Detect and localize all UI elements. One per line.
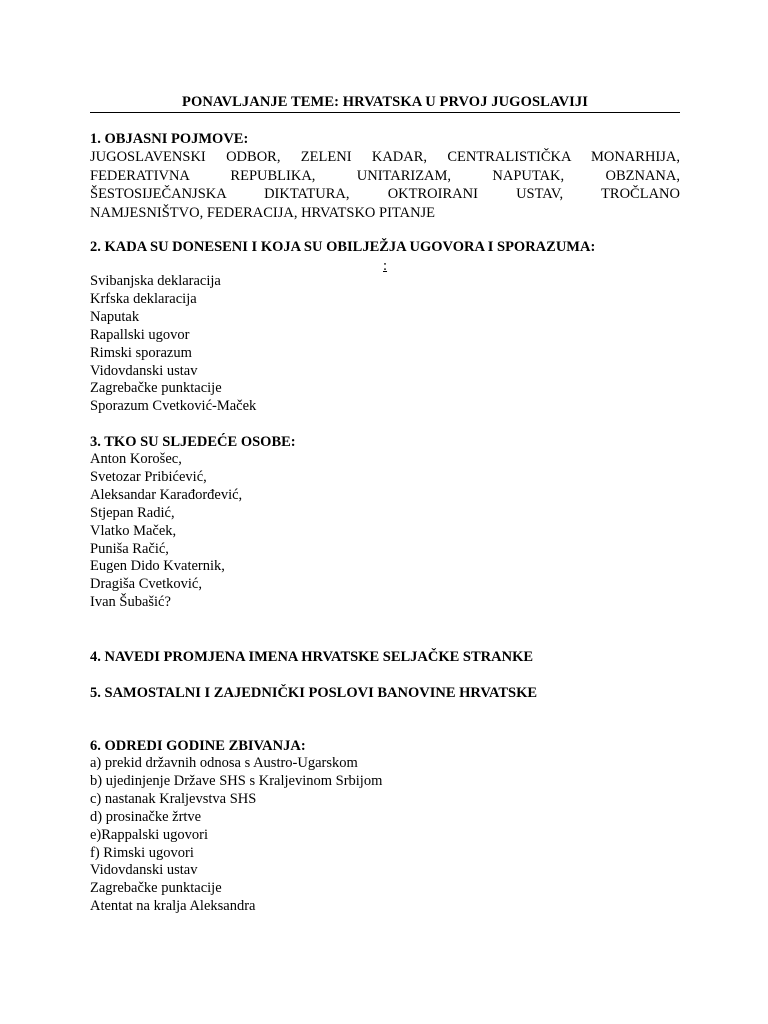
list-item: Zagrebačke punktacije [90,380,222,397]
list-item: Atentat na kralja Aleksandra [90,898,256,915]
section-3-heading: 3. TKO SU SLJEDEĆE OSOBE: [90,434,296,450]
section-2-list [90,273,680,416]
list-item: a) prekid državnih odnosa s Austro-Ugarskom [90,755,358,771]
terms-line-2: FEDERATIVNA REPUBLIKA, UNITARIZAM, NAPUTAK, OBZNANA, [90,167,680,184]
list-item: Krfska deklaracija [90,290,197,307]
list-item: c) nastanak Kraljevstva SHS [90,790,257,807]
list-item: d) prosinačke žrtve [90,808,202,825]
section-2-colon-mark: : [383,258,388,274]
list-item: Anton Korošec, [90,451,182,467]
list-item: Ivan Šubašić? [90,594,171,611]
section-1-heading: 1. OBJASNI POJMOVE: [90,131,249,147]
section-4-heading: 4. NAVEDI PROMJENA IMENA HRVATSKE SELJAČKE STRANKE [90,649,534,665]
title-underline [90,112,680,113]
list-item: Svetozar Pribićević, [90,468,207,485]
section-6-heading: 6. ODREDI GODINE ZBIVANJA: [90,738,306,754]
list-item: Vlatko Maček, [90,522,177,539]
terms-line-1: JUGOSLAVENSKI ODBOR, ZELENI KADAR, CENTRALISTIČKA MONARHIJA, [90,149,680,165]
terms-line-3: ŠESTOSIJEČANJSKA DIKTATURA, OKTROIRANI USTAV, TROČLANO [90,186,680,202]
list-item: Aleksandar Karađorđević, [90,486,243,503]
section-4 [90,648,680,666]
list-item: Vidovdanski ustav [90,362,198,379]
list-item: Zagrebačke punktacije [90,880,222,897]
section-5 [90,684,680,702]
list-item: Eugen Dido Kvaternik, [90,558,225,575]
list-item: Vidovdanski ustav [90,862,198,879]
list-item: Naputak [90,308,140,325]
list-item: f) Rimski ugovori [90,844,194,861]
section-1 [90,130,680,222]
page-title: PONAVLJANJE TEME: HRVATSKA U PRVOJ JUGOSLAVIJI [181,94,588,110]
terms-line-4: NAMJESNIŠTVO, FEDERACIJA, HRVATSKO PITANJE [90,204,436,221]
section-6 [90,737,680,916]
list-item: Dragiša Cvetković, [90,576,202,593]
list-item: Svibanjska deklaracija [90,273,221,289]
list-item: Rapallski ugovor [90,326,190,343]
section-3 [90,433,680,612]
list-item: Sporazum Cvetković-Maček [90,398,257,415]
section-2 [90,238,680,256]
list-item: e)Rappalski ugovori [90,826,208,843]
list-item: Puniša Račić, [90,540,169,557]
list-item: b) ujedinjenje Države SHS s Kraljevinom Srbijom [90,772,383,789]
list-item: Rimski sporazum [90,344,192,361]
section-5-heading: 5. SAMOSTALNI I ZAJEDNIČKI POSLOVI BANOVINE HRVATSKE [90,685,538,701]
section-2-heading: 2. KADA SU DONESENI I KOJA SU OBILJEŽJA UGOVORA I SPORAZUMA: [90,239,596,255]
list-item: Stjepan Radić, [90,504,175,521]
